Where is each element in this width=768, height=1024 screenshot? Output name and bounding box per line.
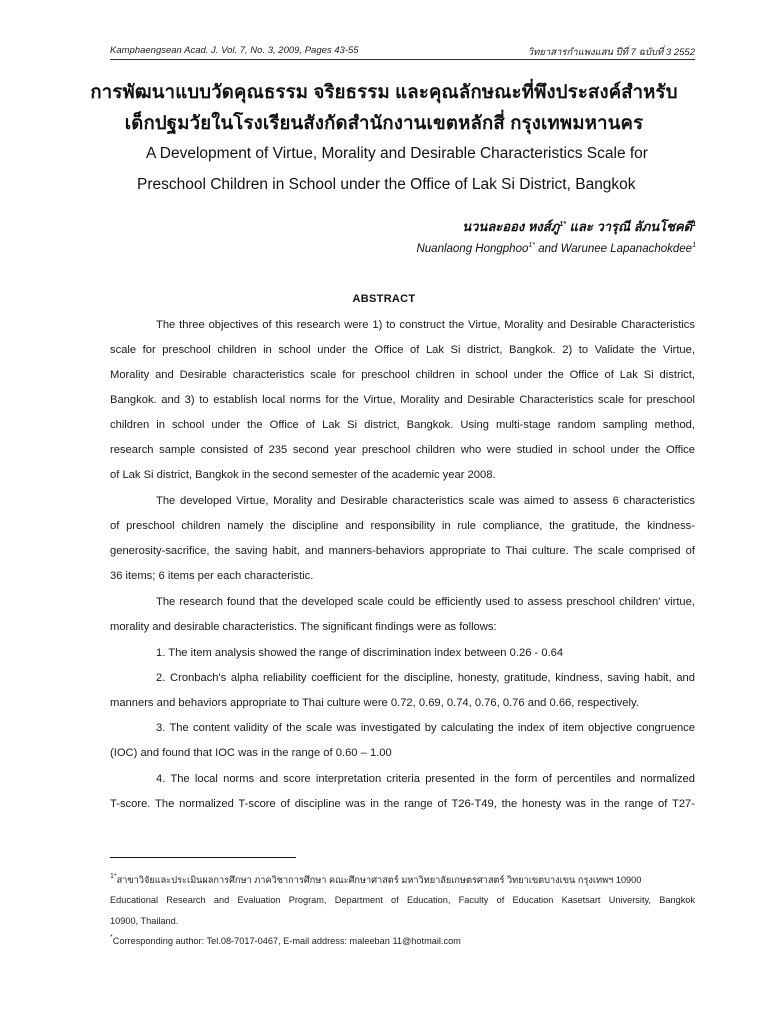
affiliation-mark: 1 — [692, 221, 696, 228]
english-title-line-2: Preschool Children in School under the Office of Lak Si District, Bangkok — [137, 176, 636, 193]
affiliation-mark: 1 — [692, 242, 696, 249]
abstract-line: scale for preschool children in school under the Office of Lak Si district, Bangkok. 2) to Validate the Virtue, — [110, 344, 695, 356]
finding-1: 1. The item analysis showed the range of discrimination index between 0.26 - 0.64 — [156, 647, 564, 659]
affiliation-mark: 1* — [528, 242, 535, 249]
abstract-line: children in school under the Office of Lak Si district, Bangkok. Using multi-stage random sampling method, — [110, 419, 695, 431]
journal-citation-th: วิทยาสารกำแพงแสน ปีที่ 7 ฉบับที่ 3 2552 — [527, 47, 695, 58]
abstract-line: The developed Virtue, Morality and Desirable characteristics scale was aimed to assess 6 characteristics — [156, 495, 695, 507]
abstract-line: morality and desirable characteristics. The significant findings were as follows: — [110, 621, 497, 633]
authors-english — [416, 243, 696, 255]
abstract-line: 36 items; 6 items per each characteristic. — [110, 570, 314, 582]
footnote-text: Corresponding author: Tel.08-7017-0467, E-mail address: maleeban 11@hotmail.com — [112, 936, 461, 946]
abstract-line: manners and behaviors appropriate to Thai culture were 0.72, 0.69, 0.74, 0.76, 0.76 and 0.66, respectively. — [110, 697, 639, 709]
footnote-mark: * — [110, 934, 113, 941]
footnote-mark: 1* — [110, 873, 117, 880]
running-header — [110, 45, 695, 60]
english-title-line-1: A Development of Virtue, Morality and Desirable Characteristics Scale for — [146, 145, 648, 162]
abstract-line: The three objectives of this research were 1) to construct the Virtue, Morality and Desirable Characteristics — [156, 319, 695, 331]
footnote-affiliation-english: Educational Research and Evaluation Program, Department of Education, Faculty of Education Kasetsart University, Bangkok — [110, 895, 695, 905]
abstract-line: of Lak Si district, Bangkok in the second semester of the academic year 2008. — [110, 469, 496, 481]
abstract-line: Bangkok. and 3) to establish local norms for the Virtue, Morality and Desirable Characteristics scale for preschool — [110, 394, 695, 406]
finding-3: 3. The content validity of the scale was investigated by calculating the index of item objective congruence — [156, 722, 695, 734]
author-2-thai: และ วารุณี ลัภนโชคดี — [565, 219, 693, 234]
abstract-line: Morality and Desirable characteristics scale for preschool children in school under the Office of Lak Si district, — [110, 369, 695, 381]
abstract-line: research sample consisted of 235 second year preschool children who were studied in school under the Office — [110, 444, 695, 456]
author-1-thai: นวนละออง หงส์ภู — [462, 219, 560, 234]
finding-4: 4. The local norms and score interpretation criteria presented in the form of percentiles and normalized — [156, 773, 695, 785]
footnote-affiliation-english-cont: 10900, Thailand. — [110, 916, 179, 926]
footnote-text: สาขาวิจัยและประเมินผลการศึกษา ภาควิชาการศึกษา คณะศึกษาศาสตร์ มหาวิทยาลัยเกษตรศาสตร์ วิทยาเขตบางเขน กรุงเทพฯ 10900 — [116, 875, 642, 885]
footnote-corresponding-author — [110, 935, 695, 947]
authors-thai — [462, 216, 696, 237]
abstract-line: generosity-sacrifice, the saving habit, and manners-behaviors appropriate to Thai culture. The scale comprised of — [110, 545, 695, 557]
finding-2: 2. Cronbach's alpha reliability coefficient for the discipline, honesty, gratitude, kindness, saving habit, and — [156, 672, 695, 684]
abstract-line: of preschool children namely the discipline and responsibility in rule compliance, the gratitude, the kindness- — [110, 520, 695, 532]
author-2-english: and Warunee Lapanachokdee — [535, 243, 693, 255]
abstract-line: The research found that the developed scale could be efficiently used to assess preschool children' virtue, — [156, 596, 695, 608]
abstract-line: (IOC) and found that IOC was in the range of 0.60 – 1.00 — [110, 747, 392, 759]
header-rule — [110, 59, 695, 60]
affiliation-mark: 1* — [559, 221, 566, 228]
thai-title-line-1: การพัฒนาแบบวัดคุณธรรม จริยธรรม และคุณลักษณะที่พึงประสงค์สำหรับ — [90, 81, 678, 102]
abstract-line: T-score. The normalized T-score of discipline was in the range of T26-T49, the honesty was in the range of T27- — [110, 798, 695, 810]
abstract-heading: ABSTRACT — [352, 293, 416, 305]
journal-citation-en: Kamphaengsean Acad. J. Vol. 7, No. 3, 2009, Pages 43-55 — [110, 45, 359, 56]
footnote-rule — [110, 857, 296, 858]
author-1-english: Nuanlaong Hongphoo — [416, 243, 529, 255]
thai-title-line-2: เด็กปฐมวัยในโรงเรียนสังกัดสำนักงานเขตหลักสี่ กรุงเทพมหานคร — [124, 112, 644, 133]
footnote-affiliation-thai — [110, 874, 695, 886]
